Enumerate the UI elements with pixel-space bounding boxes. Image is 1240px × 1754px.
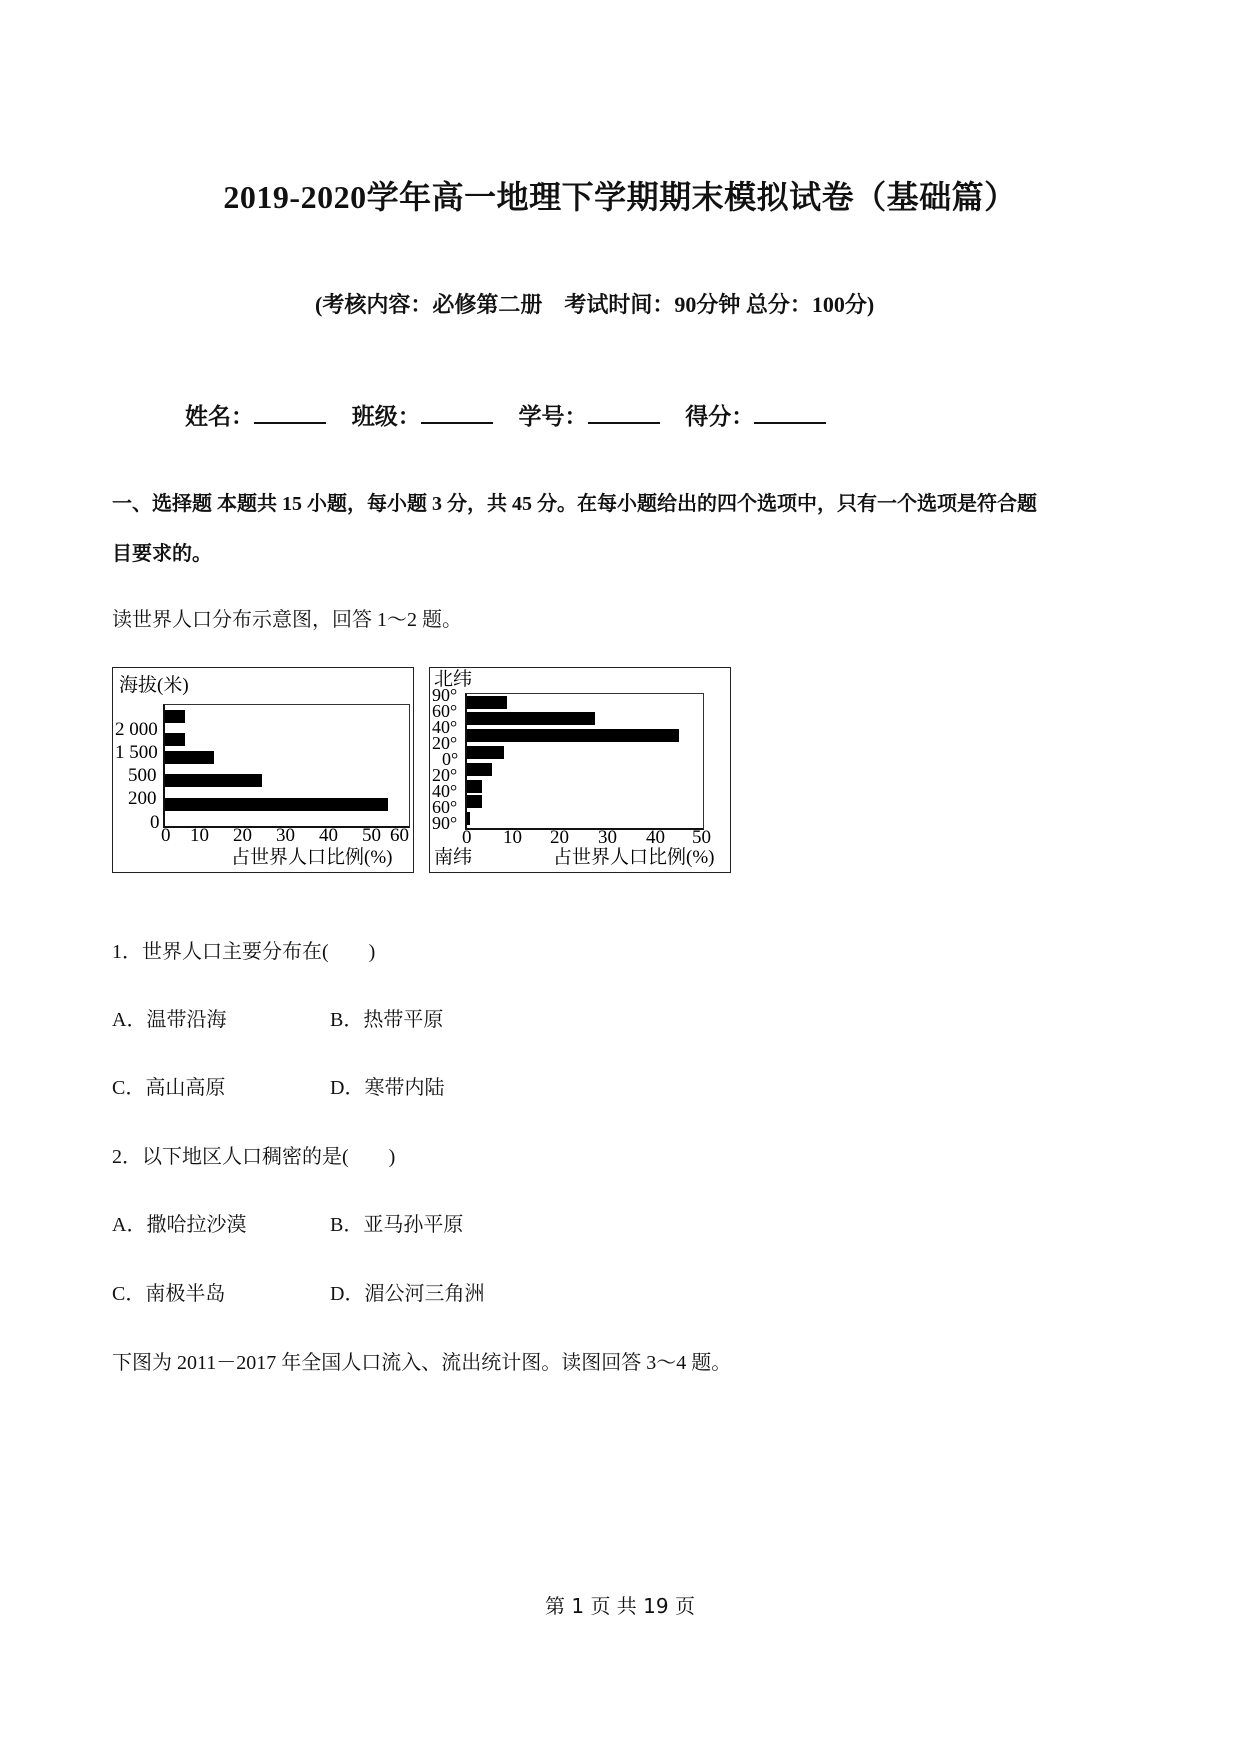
page-number: 第 1 页 共 19 页 bbox=[545, 1594, 695, 1618]
question-2-option-c: C．南极半岛 bbox=[112, 1283, 226, 1305]
y-tick: 2 000 bbox=[115, 719, 158, 740]
altitude-x-label: 占世界人口比例(%) bbox=[231, 847, 393, 868]
student-info-fields bbox=[185, 398, 846, 431]
student-id-blank bbox=[588, 400, 660, 424]
altitude-population-chart bbox=[112, 667, 414, 873]
x-tick: 20 bbox=[233, 825, 252, 846]
name-blank bbox=[254, 400, 326, 424]
x-tick: 30 bbox=[276, 825, 295, 846]
y-tick: 1 500 bbox=[115, 742, 158, 763]
question-1-stem: 1．世界人口主要分布在( ) bbox=[112, 941, 376, 963]
bar-40S-60S bbox=[467, 795, 482, 808]
y-tick: 20° bbox=[432, 765, 458, 785]
bar-0-200 bbox=[165, 798, 388, 811]
north-latitude-label: 北纬 bbox=[434, 669, 473, 690]
question-1-option-d: D．寒带内陆 bbox=[330, 1077, 445, 1099]
y-tick: 0° bbox=[442, 749, 459, 769]
student-id-label: 学号： bbox=[518, 404, 588, 429]
bar-1500-2000 bbox=[165, 733, 185, 746]
y-tick: 40° bbox=[432, 781, 458, 801]
score-blank bbox=[754, 400, 826, 424]
question-2-option-d: D．湄公河三角洲 bbox=[330, 1283, 485, 1305]
document-title: 2019-2020学年高一地理下学期期末模拟试卷（基础篇） bbox=[223, 179, 1017, 215]
latitude-population-chart bbox=[429, 667, 731, 873]
question-2-option-b: B．亚马孙平原 bbox=[330, 1214, 464, 1236]
bar-20N-40N bbox=[467, 729, 679, 742]
x-tick: 50 bbox=[692, 827, 711, 848]
altitude-axis-label: 海拔(米) bbox=[119, 675, 189, 696]
y-tick: 90° bbox=[432, 685, 458, 705]
latitude-x-label: 占世界人口比例(%) bbox=[553, 847, 715, 868]
class-blank bbox=[421, 400, 493, 424]
x-tick: 0 bbox=[161, 825, 171, 846]
question-1-option-b: B．热带平原 bbox=[330, 1009, 444, 1031]
question-1-option-a: A．温带沿海 bbox=[112, 1009, 227, 1031]
name-label: 姓名： bbox=[185, 404, 254, 429]
south-latitude-label: 南纬 bbox=[434, 847, 473, 868]
bar-60N-90N bbox=[467, 696, 507, 709]
x-tick: 40 bbox=[646, 827, 665, 848]
score-label: 得分： bbox=[685, 404, 755, 429]
section-heading-cont: 目要求的。 bbox=[112, 543, 212, 565]
bar-60S-90S bbox=[467, 812, 470, 825]
x-tick: 30 bbox=[598, 827, 617, 848]
x-tick: 0 bbox=[462, 827, 472, 848]
question-1-option-c: C．高山高原 bbox=[112, 1077, 226, 1099]
bar-500-1500 bbox=[165, 751, 214, 764]
bar-0-20N bbox=[467, 746, 504, 759]
y-tick: 40° bbox=[432, 717, 458, 737]
y-tick: 500 bbox=[128, 765, 157, 786]
x-tick: 10 bbox=[190, 825, 209, 846]
bar-above-2000 bbox=[165, 710, 185, 723]
question-2-option-a: A．撒哈拉沙漠 bbox=[112, 1214, 247, 1236]
intro-q1-2: 读世界人口分布示意图，回答 1～2 题。 bbox=[112, 609, 462, 631]
latitude-plot-area bbox=[465, 693, 704, 830]
class-label: 班级： bbox=[351, 404, 421, 429]
x-tick: 10 bbox=[503, 827, 522, 848]
x-tick: 50 bbox=[362, 825, 381, 846]
bar-0-20S bbox=[467, 763, 492, 776]
x-tick: 60 bbox=[390, 825, 409, 846]
y-tick: 60° bbox=[432, 797, 458, 817]
y-tick: 0 bbox=[150, 812, 160, 833]
bar-20S-40S bbox=[467, 780, 482, 793]
y-tick: 200 bbox=[128, 788, 157, 809]
x-tick: 40 bbox=[319, 825, 338, 846]
y-tick: 20° bbox=[432, 733, 458, 753]
section-heading: 一、选择题 本题共 15 小题，每小题 3 分，共 45 分。在每小题给出的四个选项中，只有一个选项是符合题 bbox=[112, 493, 1037, 515]
intro-q3-4: 下图为 2011－2017 年全国人口流入、流出统计图。读图回答 3～4 题。 bbox=[112, 1352, 732, 1374]
x-tick: 20 bbox=[550, 827, 569, 848]
question-2-stem: 2．以下地区人口稠密的是( ) bbox=[112, 1146, 396, 1168]
y-tick: 90° bbox=[432, 813, 458, 833]
altitude-plot-area bbox=[163, 704, 410, 828]
bar-200-500 bbox=[165, 774, 262, 787]
bar-40N-60N bbox=[467, 712, 595, 725]
y-tick: 60° bbox=[432, 701, 458, 721]
exam-info: (考核内容：必修第二册 考试时间：90分钟 总分：100分) bbox=[315, 292, 875, 317]
